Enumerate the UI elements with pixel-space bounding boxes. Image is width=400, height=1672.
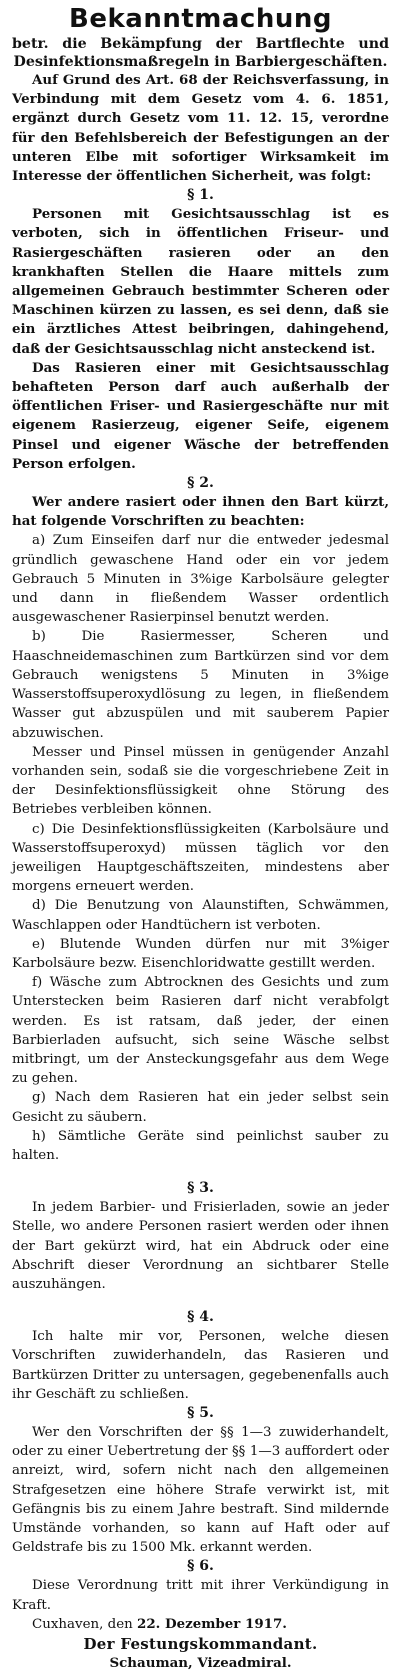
subtitle-line-1: betr. die Bekämpfung der Bartflechte und [12, 36, 389, 52]
section-4-heading: § 4. [187, 1309, 214, 1326]
signature-name: Schauman, Vizeadmiral. [109, 1655, 292, 1672]
section-2-item-b: b) Die Rasiermesser, Scheren und Haaschneidemaschinen zum Bartkürzen sind vor dem Gebrauch wenigstens 5 Minuten in 3%ige Wasserstoffsuperoxydlösung zu legen, in fließendem Wasser gut abzuspülen und mit sauberem Papier abzuwischen. [12, 629, 389, 741]
section-2-item-g: g) Nach dem Rasieren hat ein jeder selbst sein Gesicht zu säubern. [12, 1090, 389, 1125]
section-2-item-h: h) Sämtliche Geräte sind peinlichst sauber zu halten. [12, 1128, 389, 1163]
section-5-heading: § 5. [187, 1405, 214, 1421]
section-2-item-e: e) Blutende Wunden dürfen nur mit 3%iger Karbolsäure bezw. Eisenchloridwatte gestillt werden. [12, 936, 389, 971]
section-2-heading: § 2. [187, 475, 214, 492]
section-2-item-b-note: Messer und Pinsel müssen in genügender Anzahl vorhanden sein, sodaß sie die vorgeschriebene Zeit in der Desinfektionsflüssigkeit ohne Störung des Betriebes verbleiben können. [12, 744, 389, 818]
section-2-item-c: c) Die Desinfektionsflüssigkeiten (Karbolsäure und Wasserstoffsuperoxyd) müssen täglich vor den jeweiligen Hauptgeschäftszeiten, mindestens aber morgens erneuert werden. [12, 821, 389, 895]
section-5-paragraph: Wer den Vorschriften der §§ 1—3 zuwiderhandelt, oder zu einer Uebertretung der §§ 1—3 auffordert oder anreizt, wird, sofern nicht nach den allgemeinen Strafgesetzen eine höhere Strafe verwirkt ist, mit Gefängnis bis zu einem Jahre bestraft. Sind mildernde Umstände vorhanden, so kann auf Haft oder auf Geldstrafe bis zu 1500 Mk. erkannt werden. [12, 1425, 389, 1556]
section-6-heading: § 6. [187, 1558, 214, 1575]
section-6-paragraph: Diese Verordnung tritt mit ihrer Verkündigung in Kraft. [12, 1578, 389, 1613]
section-1-paragraph-2: Das Rasieren einer mit Gesichtsausschlag behafteten Person darf auch außerhalb der öffentlichen Friser- und Rasiergeschäfte nur mit eigenem Rasierzeug, eigener Seife, eigenem Pinsel und eigener Wäsche der betreffenden Person erfolgen. [12, 359, 389, 472]
section-2-item-f: f) Wäsche zum Abtrocknen des Gesichts und zum Unterstecken beim Rasieren darf nicht verabfolgt werden. Es ist ratsam, daß jeder, der einen Barbierladen aufsucht, sich seine Wäsche selbst mitbringt, um der Ansteckungsgefahr aus dem Wege zu gehen. [12, 975, 389, 1087]
section-4-paragraph: Ich halte mir vor, Personen, welche diesen Vorschriften zuwiderhandeln, das Rasieren und Bartkürzen Dritter zu untersagen, gegebenenfalls auch ihr Geschäft zu schließen. [12, 1329, 389, 1402]
place-date-line [12, 1615, 389, 1634]
section-3-paragraph: In jedem Barbier- und Frisierladen, sowie an jeder Stelle, wo andere Personen rasiert werden oder ihnen der Bart gekürzt wird, hat ein Abdruck oder eine Abschrift dieser Verordnung an sichtbarer Stelle auszuhängen. [12, 1200, 389, 1292]
signature-title: Der Festungskommandant. [83, 1635, 318, 1654]
section-2-item-d: d) Die Benutzung von Alaunstiften, Schwämmen, Waschlappen oder Handtüchern ist verboten. [12, 898, 389, 933]
date-text: 22. Dezember 1917. [137, 1615, 287, 1632]
section-2-intro: Wer andere rasiert oder ihnen den Bart kürzt, hat folgende Vorschriften zu beachten: [12, 494, 389, 530]
section-2-item-a: a) Zum Einseifen darf nur die entweder jedesmal gründlich gewaschene Hand oder ein vor jedem Gebrauch 5 Minuten in 3%ige Karbolsäure gelegter und dann in fließendem Wasser ordentlich ausgewaschener Rasierpinsel benutzt werden. [12, 533, 389, 626]
section-3-heading: § 3. [187, 1180, 214, 1197]
subtitle-line-2: Desinfektionsmaßregeln in Barbiergeschäften. [13, 54, 388, 70]
section-1-paragraph-1: Personen mit Gesichtsausschlag ist es verboten, sich in öffentlichen Friseur- und Rasiergeschäften rasieren oder an den krankhaften Stellen die Haare mittels zum allgemeinen Gebrauch bestimmter Scheren oder Maschinen kürzen zu lassen, es sei denn, daß sie ein ärztliches Attest beibringen, dahingehend, daß der Gesichtsausschlag nicht ansteckend ist. [12, 206, 389, 357]
preamble-paragraph: Auf Grund des Art. 68 der Reichsverfassung, in Verbindung mit dem Gesetz vom 4. 6. 1851, ergänzt durch Gesetz vom 11. 12. 15, verordne für den Befehlsbereich der Befestigungen an der unteren Elbe mit sofortiger Wirksamkeit im Interesse der öffentlichen Sicherheit, was folgt: [12, 72, 389, 185]
place-text: Cuxhaven, den [32, 1616, 133, 1632]
document-title: Bekanntmachung [69, 4, 332, 34]
document-subtitle [12, 35, 389, 71]
section-1-heading: § 1. [187, 187, 214, 204]
